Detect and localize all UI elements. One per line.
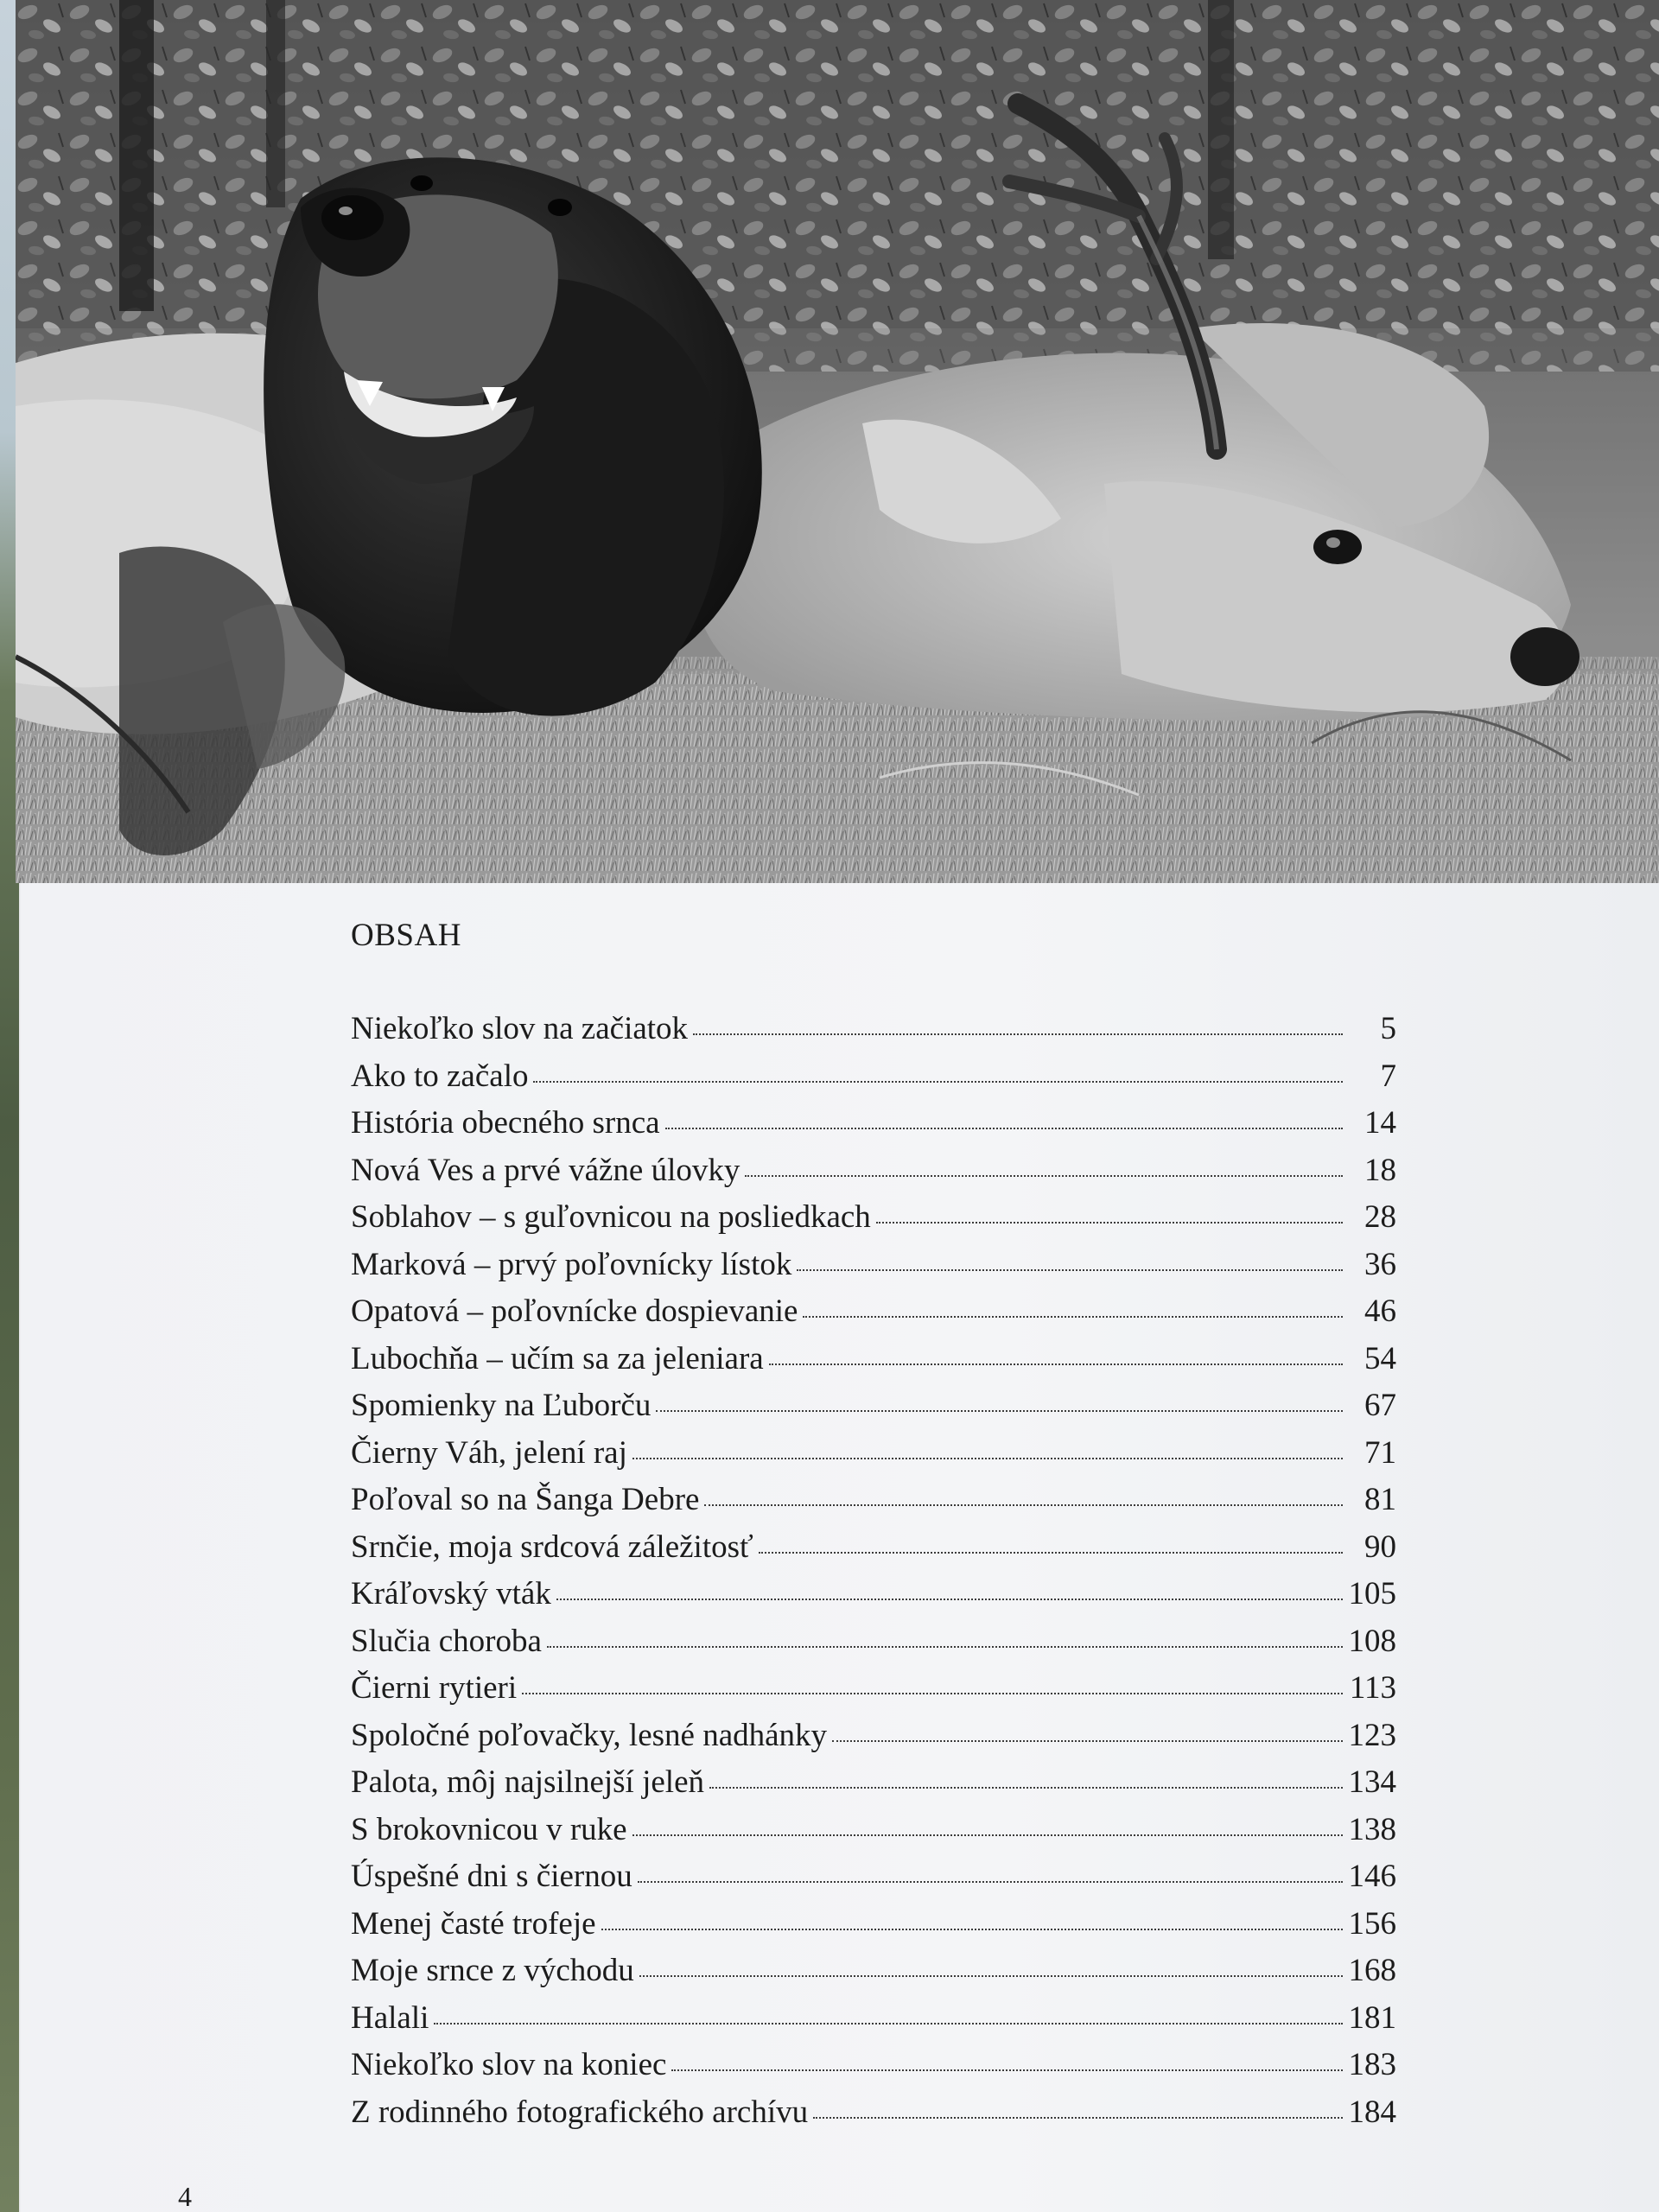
toc-entry-page: 5 (1380, 1011, 1396, 1046)
dot-leader (533, 1081, 1343, 1083)
toc-entry-title: S brokovnicou v ruke (351, 1811, 627, 1847)
toc-entry-page: 184 (1348, 2094, 1396, 2130)
dot-leader (434, 2023, 1343, 2024)
toc-entry (351, 1288, 1396, 1336)
toc-entry-title: Čierni rytieri (351, 1670, 518, 1706)
toc-entry-page: 7 (1380, 1058, 1396, 1094)
dot-leader (704, 1504, 1343, 1506)
toc-entry-page: 36 (1364, 1246, 1396, 1282)
dot-leader (693, 1033, 1343, 1035)
dot-leader (632, 1458, 1343, 1459)
toc-entry (351, 1430, 1396, 1478)
page-number: 4 (178, 2181, 192, 2212)
toc-entry (351, 1242, 1396, 1289)
toc-entry (351, 1665, 1396, 1713)
toc-entry-page: 138 (1348, 1811, 1396, 1847)
toc-entry (351, 1006, 1396, 1053)
toc-entry-title: Slučia choroba (351, 1623, 542, 1659)
toc-entry-title: Nová Ves a prvé vážne úlovky (351, 1152, 741, 1188)
dot-leader (522, 1693, 1343, 1694)
toc-entry (351, 1194, 1396, 1242)
dot-leader (671, 2069, 1343, 2071)
toc-entry (351, 1713, 1396, 1760)
toc-entry-page: 81 (1364, 1482, 1396, 1517)
dot-leader (547, 1646, 1343, 1648)
dot-leader (745, 1175, 1343, 1177)
toc-entry-page: 156 (1348, 1905, 1396, 1942)
toc-entry-title: Ako to začalo (351, 1058, 529, 1094)
toc-entry (351, 1571, 1396, 1618)
toc-entry-title: Kráľovský vták (351, 1576, 551, 1611)
dot-leader (759, 1552, 1343, 1554)
toc-entry (351, 1053, 1396, 1101)
toc-entry-page: 168 (1348, 1953, 1396, 1988)
toc-entry-title: Z rodinného fotografického archívu (351, 2094, 809, 2130)
photo-illustration (16, 0, 1659, 883)
toc-entry-title: Halali (351, 1999, 429, 2036)
dot-leader (813, 2117, 1343, 2119)
dot-leader (797, 1269, 1343, 1271)
dot-leader (803, 1316, 1343, 1318)
toc-entry (351, 2042, 1396, 2089)
dot-leader (639, 1975, 1343, 1977)
dot-leader (556, 1599, 1343, 1600)
toc-entry-title: Moje srnce z východu (351, 1953, 634, 1988)
dot-leader (665, 1128, 1343, 1129)
toc-entry (351, 1995, 1396, 2043)
toc-entry (351, 1147, 1396, 1195)
dot-leader (832, 1740, 1343, 1742)
toc-entry (351, 1477, 1396, 1524)
toc-entry-title: Niekoľko slov na začiatok (351, 1011, 689, 1046)
dot-leader (632, 1834, 1343, 1836)
toc-heading: OBSAH (351, 918, 461, 953)
dot-leader (769, 1363, 1343, 1365)
toc-entry-title: Opatová – poľovnícke dospievanie (351, 1294, 798, 1329)
toc-entry (351, 1336, 1396, 1383)
toc-entry (351, 1100, 1396, 1147)
toc-entry-title: Poľoval so na Šanga Debre (351, 1482, 700, 1517)
toc-entry-page: 181 (1348, 1999, 1396, 2036)
toc-entry-page: 183 (1348, 2047, 1396, 2082)
dot-leader (709, 1787, 1343, 1789)
toc-entry (351, 1901, 1396, 1948)
toc-entry-page: 71 (1364, 1434, 1396, 1471)
toc-entry-title: Soblahov – s guľovnicou na posliedkach (351, 1199, 871, 1235)
toc-entry-page: 123 (1348, 1717, 1396, 1753)
toc-entry-title: Lubochňa – učím sa za jeleniara (351, 1340, 764, 1376)
dot-leader (656, 1410, 1343, 1412)
toc-list (351, 1006, 1396, 2136)
dot-leader (601, 1929, 1343, 1930)
toc-entry-title: Palota, môj najsilnejší jeleň (351, 1764, 704, 1800)
toc-entry-title: Čierny Váh, jelení raj (351, 1434, 627, 1471)
toc-entry-title: História obecného srnca (351, 1105, 660, 1141)
toc-entry-page: 14 (1364, 1105, 1396, 1141)
dot-leader (876, 1222, 1343, 1224)
toc-entry (351, 1759, 1396, 1807)
toc-entry (351, 1948, 1396, 1995)
dot-leader (638, 1881, 1343, 1883)
toc-entry-title: Spomienky na Ľuborču (351, 1388, 652, 1423)
table-of-contents (351, 916, 1396, 2136)
toc-entry-title: Menej časté trofeje (351, 1905, 596, 1942)
toc-entry-title: Marková – prvý poľovnícky lístok (351, 1246, 792, 1282)
toc-entry (351, 1853, 1396, 1901)
toc-entry-page: 90 (1364, 1529, 1396, 1565)
toc-entry-page: 67 (1364, 1388, 1396, 1423)
toc-entry (351, 1382, 1396, 1430)
toc-entry (351, 1524, 1396, 1572)
toc-entry-page: 108 (1348, 1623, 1396, 1659)
toc-entry-title: Úspešné dni s čiernou (351, 1859, 632, 1894)
toc-entry-title: Niekoľko slov na koniec (351, 2047, 667, 2082)
toc-entry (351, 2089, 1396, 2137)
toc-entry-page: 134 (1348, 1764, 1396, 1800)
toc-entry-page: 46 (1364, 1294, 1396, 1329)
toc-entry-page: 18 (1364, 1152, 1396, 1188)
toc-entry-title: Spoločné poľovačky, lesné nadhánky (351, 1717, 828, 1753)
toc-entry-page: 113 (1349, 1670, 1396, 1706)
toc-entry-page: 146 (1348, 1859, 1396, 1894)
toc-entry-page: 28 (1364, 1199, 1396, 1235)
dog-and-deer-photo (16, 0, 1659, 883)
toc-entry-title: Srnčie, moja srdcová záležitosť (351, 1529, 753, 1565)
toc-entry-page: 105 (1348, 1576, 1396, 1611)
toc-entry (351, 1807, 1396, 1854)
toc-entry (351, 1618, 1396, 1666)
toc-entry-page: 54 (1364, 1340, 1396, 1376)
